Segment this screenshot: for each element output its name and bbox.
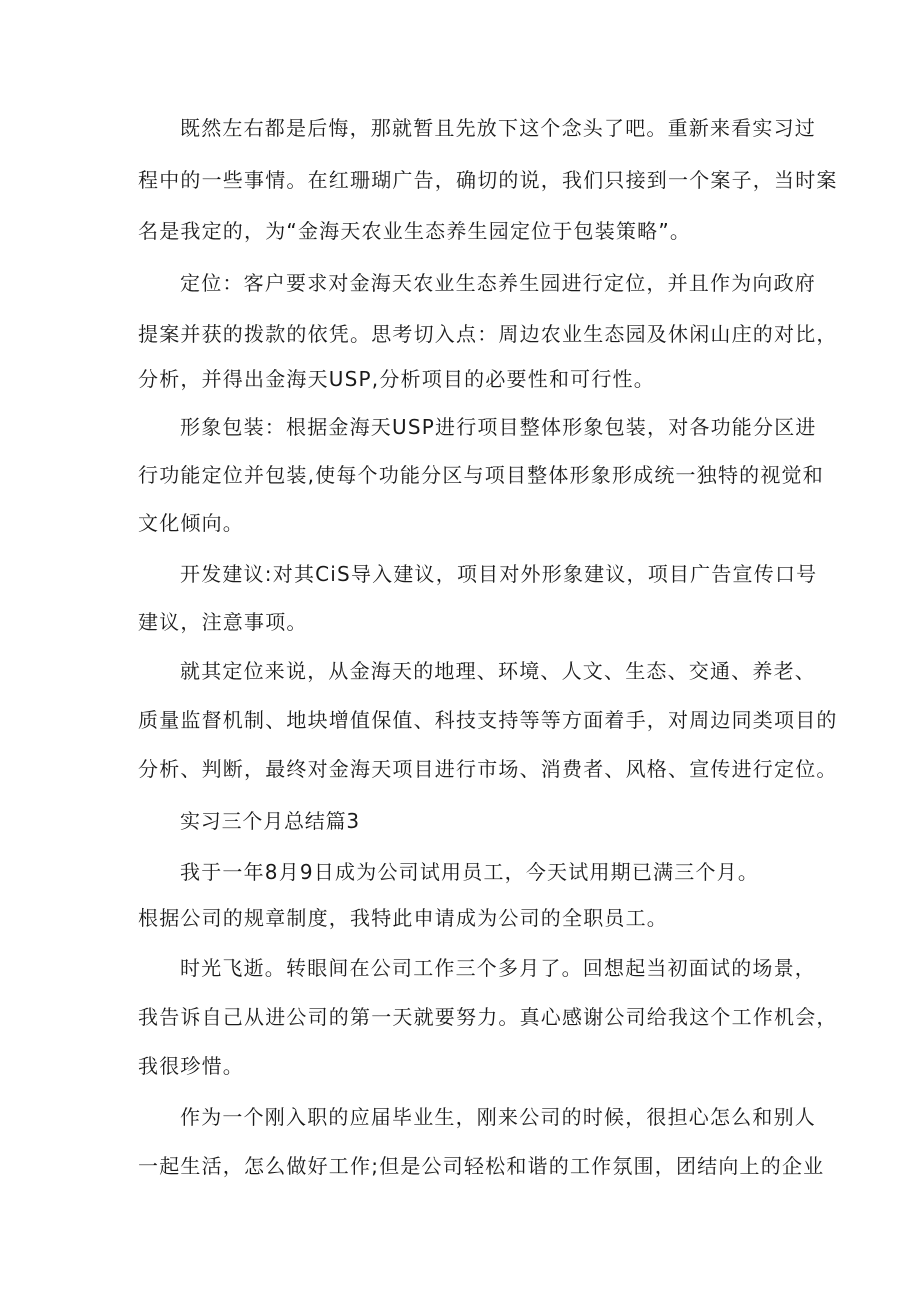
paragraph-line: 形象包装：根据金海天USP进行项目整体形象包装，对各功能分区进: [180, 415, 817, 439]
paragraph-line: 行功能定位并包装,使每个功能分区与项目整体形象形成统一独特的视觉和: [138, 463, 824, 487]
paragraph-line: 提案并获的拨款的依凭。思考切入点：周边农业生态园及休闲山庄的对比，: [138, 322, 838, 346]
paragraph-line: 文化倾向。: [138, 511, 244, 535]
paragraph-line: 名是我定的，为“金海天农业生态养生园定位于包装策略”。: [138, 219, 692, 243]
paragraph-line: 开发建议:对其CiS导入建议，项目对外形象建议，项目广告宣传口号: [180, 562, 818, 586]
paragraph-line: 建议，注意事项。: [138, 610, 308, 634]
paragraph-line: 质量监督机制、地块增值保值、科技支持等等方面着手，对周边同类项目的: [138, 708, 838, 732]
paragraph-line: 既然左右都是后悔，那就暂且先放下这个念头了吧。重新来看实习过: [180, 116, 816, 140]
paragraph-line: 作为一个刚入职的应届毕业生，刚来公司的时候，很担心怎么和别人: [180, 1105, 816, 1129]
paragraph-line: 我于一年8月9日成为公司试用员工，今天试用期已满三个月。: [180, 860, 760, 884]
paragraph-line: 定位：客户要求对金海天农业生态养生园进行定位，并且作为向政府: [180, 271, 816, 295]
paragraph-line: 我很珍惜。: [138, 1054, 244, 1078]
paragraph-line: 分析，并得出金海天USP,分析项目的必要性和可行性。: [138, 367, 655, 391]
paragraph-line: 我告诉自己从进公司的第一天就要努力。真心感谢公司给我这个工作机会，: [138, 1005, 838, 1029]
paragraph-line: 一起生活，怎么做好工作;但是公司轻松和谐的工作氛围，团结向上的企业: [138, 1154, 825, 1178]
paragraph-line: 分析、判断，最终对金海天项目进行市场、消费者、风格、宣传进行定位。: [138, 757, 838, 781]
paragraph-line: 程中的一些事情。在红珊瑚广告，确切的说，我们只接到一个案子，当时案: [138, 168, 838, 192]
paragraph-line: 就其定位来说，从金海天的地理、环境、人文、生态、交通、养老、: [180, 659, 816, 683]
section-heading: 实习三个月总结篇3: [180, 809, 360, 833]
paragraph-line: 时光飞逝。转眼间在公司工作三个多月了。回想起当初面试的场景，: [180, 956, 816, 980]
paragraph-line: 根据公司的规章制度，我特此申请成为公司的全职员工。: [138, 906, 668, 930]
